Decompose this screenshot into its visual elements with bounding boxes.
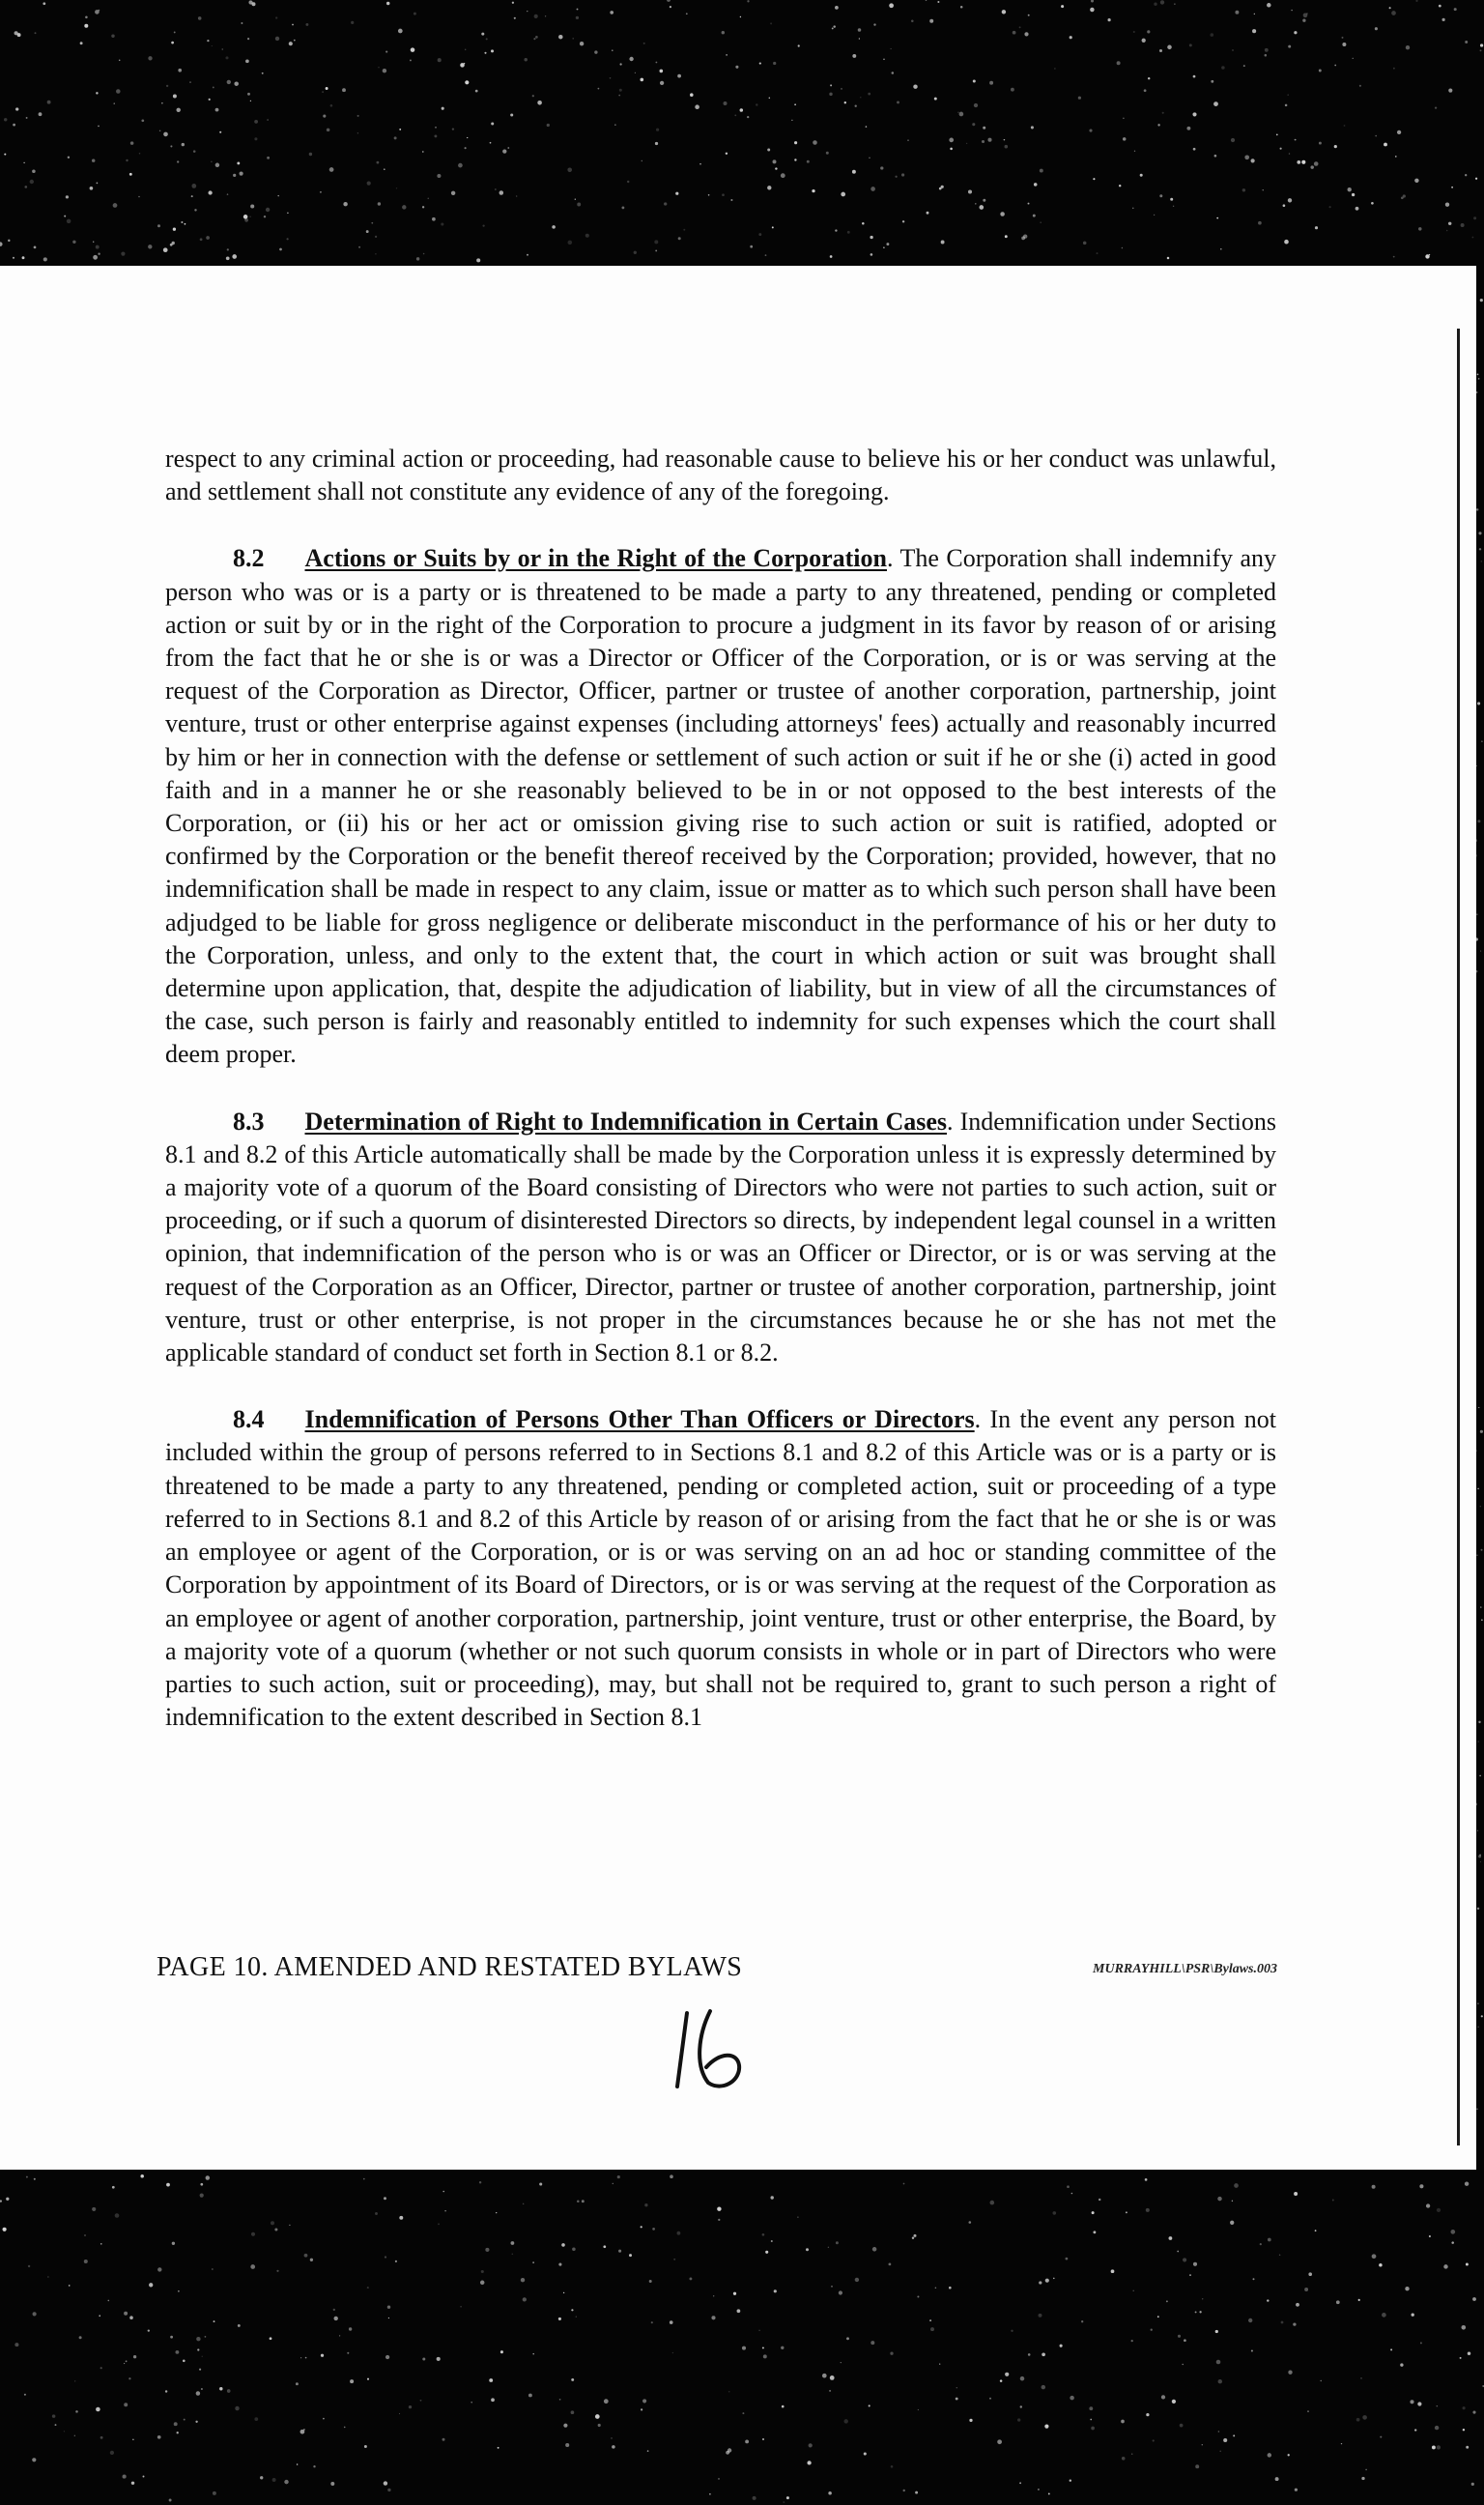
paragraph-text: . Indemnification under Sections 8.1 and 8.2 of this Article automatically shall be made by the Corporation unless it is expressly determined by a majority vote of a quorum of the Board consisting of Directors who were not parties to such action, suit or proceeding, or if such a quorum of disinterested Directors so directs, by independent legal counsel in a written opinion, that indemnification of the person who is or was an Officer or Director, or is or was serving at the request of the Corporation as an Officer, Director, partner or trustee of another corporation, partnership, joint venture, trust or other enterprise, is not proper in the circumstances because he or she has not met the applicable standard of conduct set forth in Section 8.1 or 8.2. [165, 1107, 1277, 1368]
paragraph-continuation [165, 443, 1276, 508]
section-heading: Determination of Right to Indemnification in Certain Cases [304, 1107, 948, 1136]
document-body [165, 443, 1276, 1768]
document-page [0, 266, 1476, 2170]
paragraph-text: . In the event any person not included within the group of persons referred to in Sections 8.1 and 8.2 of this Article was or is a party or is threatened to be made a party to any threatened, pending or completed action, suit or proceeding of a type referred to in Sections 8.1 and 8.2 of this Article by reason of or arising from the fact that he or she is or was an employee or agent of the Corporation, or is or was serving on an ad hoc or standing committee of the Corporation by appointment of its Board of Directors, or is or was serving at the request of the Corporation as an employee or agent of another corporation, partnership, joint venture, trust or other enterprise, the Board, by a majority vote of a quorum (whether or not such quorum consists in whole or in part of Directors who were parties to such action, suit or proceeding), may, but shall not be required to, grant to such person a right of indemnification to the extent described in Section 8.1 [165, 1405, 1276, 1732]
section-number: 8.3 [233, 1107, 265, 1136]
section-number: 8.2 [233, 544, 265, 573]
section-8-2 [165, 542, 1276, 1071]
page-right-edge-shadow [1457, 329, 1460, 2145]
footer-file-path: MURRAYHILL\PSR\Bylaws.003 [1093, 1962, 1277, 1976]
paragraph-text: . The Corporation shall indemnify any person who was or is a party or is threatened to be made a party to any threatened, pending or completed action or suit by or in the right of the Corporation to procure a judgment in its favor by reason of or arising from the fact that he or she is or was a Director or Officer of the Corporation, or is or was serving at the request of the Corporation as Director, Officer, partner or trustee of another corporation, partnership, joint venture, trust or other enterprise against expenses (including attorneys' fees) actually and reasonably incurred by him or her in connection with the defense or settlement of such action or suit if he or she (i) acted in good faith and in a manner he or she reasonably believed to be in or not opposed to the best interests of the Corporation, or (ii) his or her act or omission giving rise to such action or suit is ratified, adopted or confirmed by the Corporation or the benefit thereof received by the Corporation; provided, however, that no indemnification shall be made in respect to any claim, issue or matter as to which such person shall have been adjudged to be liable for gross negligence or deliberate misconduct in the performance of his or her duty to the Corporation, unless, and only to the extent that, the court in which action or suit was brought shall determine upon application, that, despite the adjudication of liability, but in view of all the circumstances of the case, such person is fairly and reasonably entitled to indemnity for such expenses which the court shall deem proper. [165, 544, 1276, 1069]
page-footer [157, 1952, 1277, 1995]
handwritten-page-number [670, 2005, 776, 2092]
section-8-3 [165, 1106, 1276, 1370]
section-heading: Actions or Suits by or in the Right of the Corporation [304, 544, 887, 573]
section-8-4 [165, 1403, 1276, 1734]
section-number: 8.4 [233, 1405, 265, 1434]
footer-page-label: PAGE 10. AMENDED AND RESTATED BYLAWS [157, 1952, 743, 1982]
paragraph-text: respect to any criminal action or proceeding, had reasonable cause to believe his or her conduct was unlawful, and settlement shall not constitute any evidence of any of the foregoing. [165, 445, 1276, 506]
section-heading: Indemnification of Persons Other Than Officers or Directors [304, 1405, 975, 1434]
